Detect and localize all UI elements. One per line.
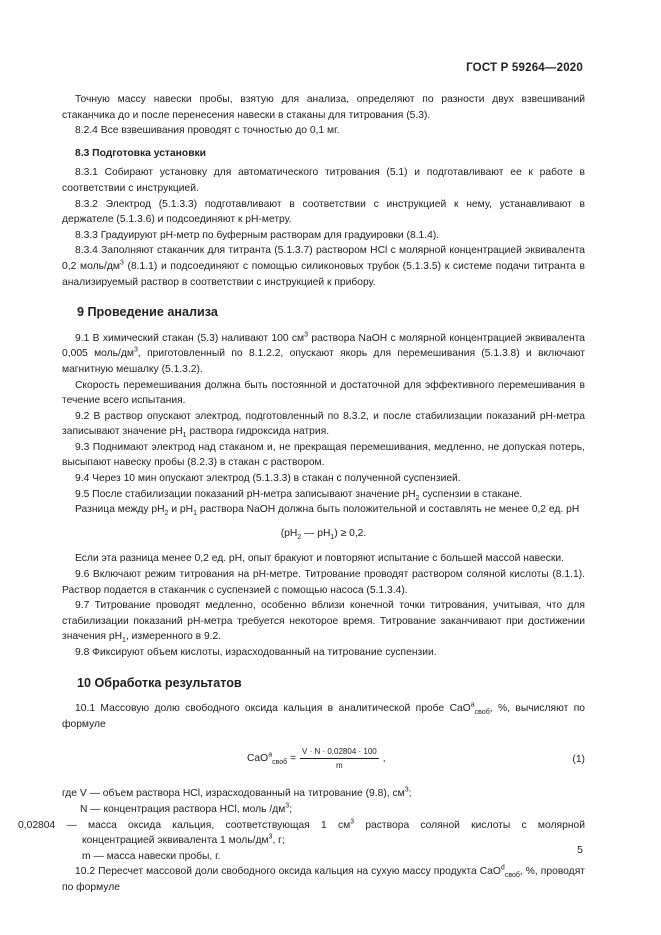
legend-m: m — масса навески пробы, г. <box>82 850 221 862</box>
paragraph-8-3-1: 8.3.1 Собирают установку для автоматического титрования (5.1) и подготавливают ее к работе в соответствии с инструкцией. <box>62 167 585 194</box>
paragraph-9-6: 9.6 Включают режим титрования на pH-метре. Титрование проводят раствором соляной кислоты (8.1.1). Раствор подается в стаканчик с суспензией с помощью насоса (5.1.3.4). <box>62 569 585 596</box>
legend-v: где V — объем раствора HCl, израсходованный на титрование (9.8), $см^3$; <box>62 786 412 800</box>
page-content <box>18 92 586 896</box>
paragraph-9-4: 9.4 Через 10 мин опускают электрод (5.1.3.3) в стакан с полученной суспензией. <box>75 473 461 485</box>
formula-denominator: m <box>336 761 343 771</box>
paragraph-rejection: Если эта разница менее 0,2 ед. pH, опыт бракуют и повторяют испытание с большей массой навески. <box>75 553 564 565</box>
paragraph-9-2: 9.2 В раствор опускают электрод, подготовленный по 8.3.2, и после стабилизации показаний pH-метра записывают значение $pH_1$ раствора гидроксида натрия. <box>62 410 585 440</box>
section-heading-10: 10 Обработка результатов <box>77 675 242 690</box>
paragraph-10-1: 10.1 Массовую долю свободного оксида кальция в аналитической пробе CaO$^a_{своб}$, %, вычисляют по формуле <box>62 701 585 730</box>
legend-coefficient: 0,02804 — масса оксида кальция, соответствующая 1 $см^3$ раствора соляной кислоты с молярной <box>18 818 585 831</box>
paragraph-9-8: 9.8 Фиксируют объем кислоты, израсходованный на титрование суспензии. <box>75 647 437 658</box>
formula-numerator: V · N · 0,02804 · 100 <box>300 746 379 759</box>
equation-number: (1) <box>572 754 585 766</box>
paragraph-9-3: 9.3 Поднимают электрод над стаканом и, не прекращая перемешивания, медленно, не допуская потерь, высыпают навеску пробы (8.2.3) в стакан с раствором. <box>62 441 585 469</box>
legend-coefficient-cont: концентрацией эквивалента 1 моль/$дм^3$, г; <box>82 833 285 847</box>
paragraph-8-3-3: 8.3.3 Градуируют pH-метр по буферным растворам для градуировки (8.1.4). <box>75 229 440 241</box>
paragraph-8-3-4: 8.3.4 Заполняют стаканчик для титранта (5.1.3.7) раствором HCl с молярной концентрацией эквивалента 0,2 моль/$дм^3$ (8.1.1) и подсоединяют с помощью силиконовых трубок (5.1.3.5) к системе подачи титранта в анализируемый раствор в соответствии с инструкцией к прибору. <box>62 245 586 288</box>
paragraph-stirring-speed: Скорость перемешивания должна быть постоянной и достаточной для эффективного перемешивания в течение всего испытания. <box>62 379 585 407</box>
paragraph-8-3-2: 8.3.2 Электрод (5.1.3.3) подготавливают в соответствии с инструкцией к нему, устанавливают в держателе (5.1.3.6) и подсоединяют к pH-метру. <box>62 198 585 226</box>
legend-n: N — концентрация раствора HCl, моль $/дм^3$; <box>80 802 293 815</box>
section-heading-9: 9 Проведение анализа <box>77 305 218 320</box>
paragraph-10-2: 10.2 Пересчет массовой доли свободного оксида кальция на сухую массу продукта CaO$^d_{своб}$, %, проводят по формуле <box>62 864 585 893</box>
formula-cao: CaO$^a_{своб}$ = <box>247 751 297 767</box>
paragraph-9-5: 9.5 После стабилизации показаний pH-метра записывают значение $pH_2$ суспензии в стакане. <box>75 488 523 502</box>
formula-ph-difference: ($pH_2$ — $pH_1) \ge 0,2$. <box>280 527 367 541</box>
paragraph-9-1: 9.1 В химический стакан (5.3) наливают 100 $см^3$ раствора NaOH с молярной концентрацией эквивалента 0,005 моль/$дм^3$, приготовленный по 8.1.2.2, опускают якорь для перемешивания (5.1.3.8) и включают магнитную мешалку (5.1.3.2). <box>62 331 585 375</box>
paragraph-ph-difference: Разница между $pH_2$ и $pH_1$ раствора NaOH должна быть положительной и составлять не менее 0,2 ед. pH <box>75 504 580 518</box>
paragraph-intro: Точную массу навески пробы, взятую для анализа, определяют по разности двух взвешиваний стаканчика до и после перенесения навески в стаканы для титрования (5.3). <box>62 94 585 121</box>
formula-1: CaO$^a_{своб}$ = $\frac{V \cdot N \cdot 0,02804 \cdot 100}{m}$ , (1) <box>247 747 585 771</box>
subheading-8-3: 8.3 Подготовка установки <box>75 147 207 159</box>
formula-fraction <box>300 746 379 771</box>
page-number: 5 <box>577 844 583 856</box>
paragraph-8-2-4: 8.2.4 Все взвешивания проводят с точностью до 0,1 мг. <box>75 125 340 137</box>
document-header: ГОСТ Р 59264—2020 <box>466 62 583 74</box>
paragraph-9-7: 9.7 Титрование проводят медленно, особенно вблизи конечной точки титрования, учитывая, что для стабилизации показаний pH-метра требуется некоторое время. Титрование заканчивают при достижении значения $pH_1$, измеренного в 9.2. <box>62 600 585 645</box>
